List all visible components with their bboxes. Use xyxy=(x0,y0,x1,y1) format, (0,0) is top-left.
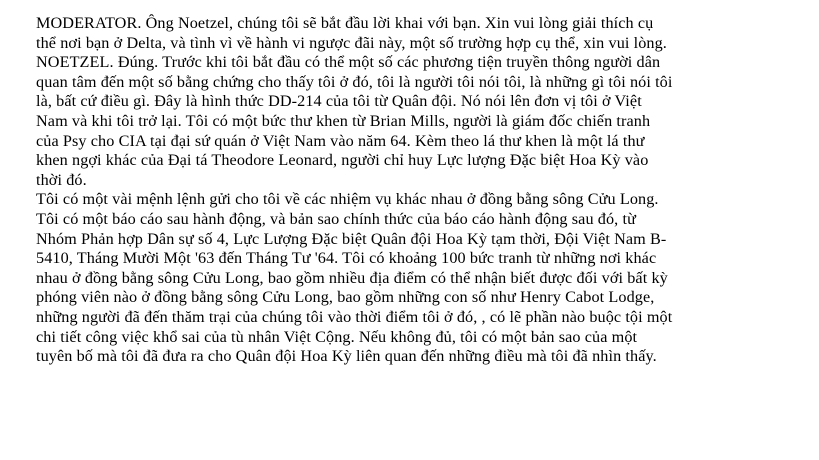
text-line: những người đã đến thăm trại của chúng tôi vào thời điểm tôi ở đó, , có lẽ phần nào buộc tội một xyxy=(36,307,673,326)
text-line: 5410, Tháng Mười Một '63 đến Tháng Tư '64. Tôi có khoảng 100 bức tranh từ những nơi khác xyxy=(36,249,657,268)
text-line: là, bất cứ điều gì. Đây là hình thức DD-214 của tôi từ Quân đội. Nó nói lên đơn vị tôi ở Việt xyxy=(36,92,642,111)
text-line: Nam và khi tôi trở lại. Tôi có một bức thư khen từ Brian Mills, người là giám đốc chiến tranh xyxy=(36,111,651,130)
text-line: của Psy cho CIA tại đại sứ quán ở Việt Nam vào năm 64. Kèm theo lá thư khen là một lá thư xyxy=(36,131,645,150)
text-line: tuyên bố mà tôi đã đưa ra cho Quân đội Hoa Kỳ liên quan đến những điều mà tôi đã nhìn thấy. xyxy=(36,347,657,366)
text-line: MODERATOR. Ông Noetzel, chúng tôi sẽ bắt đầu lời khai với bạn. Xin vui lòng giải thích cụ xyxy=(36,14,654,32)
text-line: chi tiết công việc khổ sai của tù nhân Việt Cộng. Nếu không đủ, tôi có một bản sao của một xyxy=(36,327,638,346)
text-line: Tôi có một báo cáo sau hành động, và bản sao chính thức của báo cáo hành động sau đó, từ xyxy=(36,209,636,228)
text-line: thể nơi bạn ở Delta, và tình vì về hành vi ngược đãi này, một số trường hợp cụ thể, xin vui lòng. xyxy=(36,33,667,52)
text-line: khen ngợi khác của Đại tá Theodore Leonard, người chỉ huy Lực lượng Đặc biệt Hoa Kỳ vào xyxy=(36,151,649,170)
text-line: Tôi có một vài mệnh lệnh gửi cho tôi về các nhiệm vụ khác nhau ở đồng bằng sông Cửu Long. xyxy=(36,190,659,209)
text-line: phóng viên nào ở đồng bằng sông Cửu Long, bao gồm những con số như Henry Cabot Lodge, xyxy=(36,288,655,307)
text-line: NOETZEL. Đúng. Trước khi tôi bắt đầu có thể một số các phương tiện truyền thông người dân xyxy=(36,53,661,72)
text-line: quan tâm đến một số bằng chứng cho thấy tôi ở đó, tôi là người tôi nói tôi, là những gì tôi nói tôi xyxy=(36,72,673,91)
text-line: Nhóm Phản hợp Dân sự số 4, Lực Lượng Đặc biệt Quân đội Hoa Kỳ tạm thời, Đội Việt Nam B- xyxy=(36,229,667,248)
document-body xyxy=(36,14,806,367)
text-line: thời đó. xyxy=(36,170,87,189)
text-line: nhau ở đồng bằng sông Cửu Long, bao gồm nhiều địa điểm có thể nhận biết được đối với bất kỳ xyxy=(36,268,668,287)
